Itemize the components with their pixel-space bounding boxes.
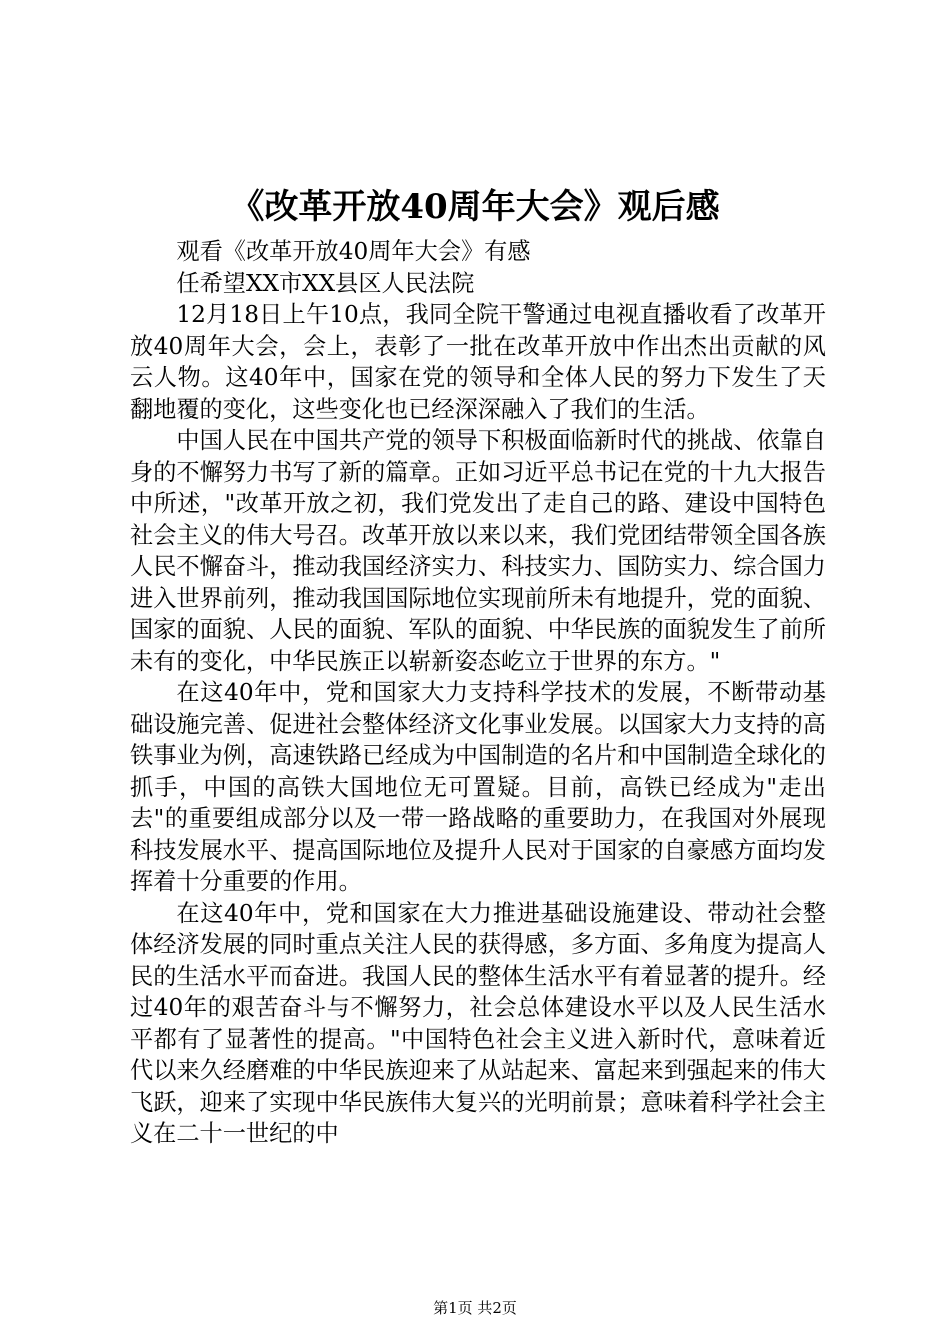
paragraph-3: 在这40年中，党和国家大力支持科学技术的发展，不断带动基础设施完善、促进社会整体经济文化事业发展。以国家大力支持的高铁事业为例，高速铁路已经成为中国制造的名片和中国制造全球化的抓手，中国的高铁大国地位无可置疑。目前，高铁已经成为"走出去"的重要组成部分以及一带一路战略的重要助力，在我国对外展现科技发展水平、提高国际地位及提升人民对于国家的自豪感方面均发挥着十分重要的作用。 xyxy=(130,679,826,895)
subtitle-line: 观看《改革开放40周年大会》有感 xyxy=(176,238,531,265)
document-body xyxy=(130,236,826,1150)
page-footer: 第1页 共2页 xyxy=(433,1299,517,1317)
document-title: 《改革开放40周年大会》观后感 xyxy=(230,187,720,227)
paragraph-1: 12月18日上午10点，我同全院干警通过电视直播收看了改革开放40周年大会，会上，表彰了一批在改革开放中作出杰出贡献的风云人物。这40年中，国家在党的领导和全体人民的努力下发生了天翻地覆的变化，这些变化也已经深深融入了我们的生活。 xyxy=(130,301,826,423)
paragraph-4: 在这40年中，党和国家在大力推进基础设施建设、带动社会整体经济发展的同时重点关注人民的获得感，多方面、多角度为提高人民的生活水平而奋进。我国人民的整体生活水平有着显著的提升。经过40年的艰苦奋斗与不懈努力，社会总体建设水平以及人民生活水平都有了显著性的提高。"中国特色社会主义进入新时代，意味着近代以来久经磨难的中华民族迎来了从站起来、富起来到强起来的伟大飞跃，迎来了实现中华民族伟大复兴的光明前景；意味着科学社会主义在二十一世纪的中 xyxy=(130,899,826,1147)
paragraph-2: 中国人民在中国共产党的领导下积极面临新时代的挑战、依靠自身的不懈努力书写了新的篇章。正如习近平总书记在党的十九大报告中所述，"改革开放之初，我们党发出了走自己的路、建设中国特色社会主义的伟大号召。改革开放以来以来，我们党团结带领全国各族人民不懈奋斗，推动我国经济实力、科技实力、国防实力、综合国力进入世界前列，推动我国国际地位实现前所未有地提升，党的面貌、国家的面貌、人民的面貌、军队的面貌、中华民族的面貌发生了前所未有的变化，中华民族正以崭新姿态屹立于世界的东方。" xyxy=(130,427,826,675)
author-line: 任希望XX市XX县区人民法院 xyxy=(176,269,475,297)
